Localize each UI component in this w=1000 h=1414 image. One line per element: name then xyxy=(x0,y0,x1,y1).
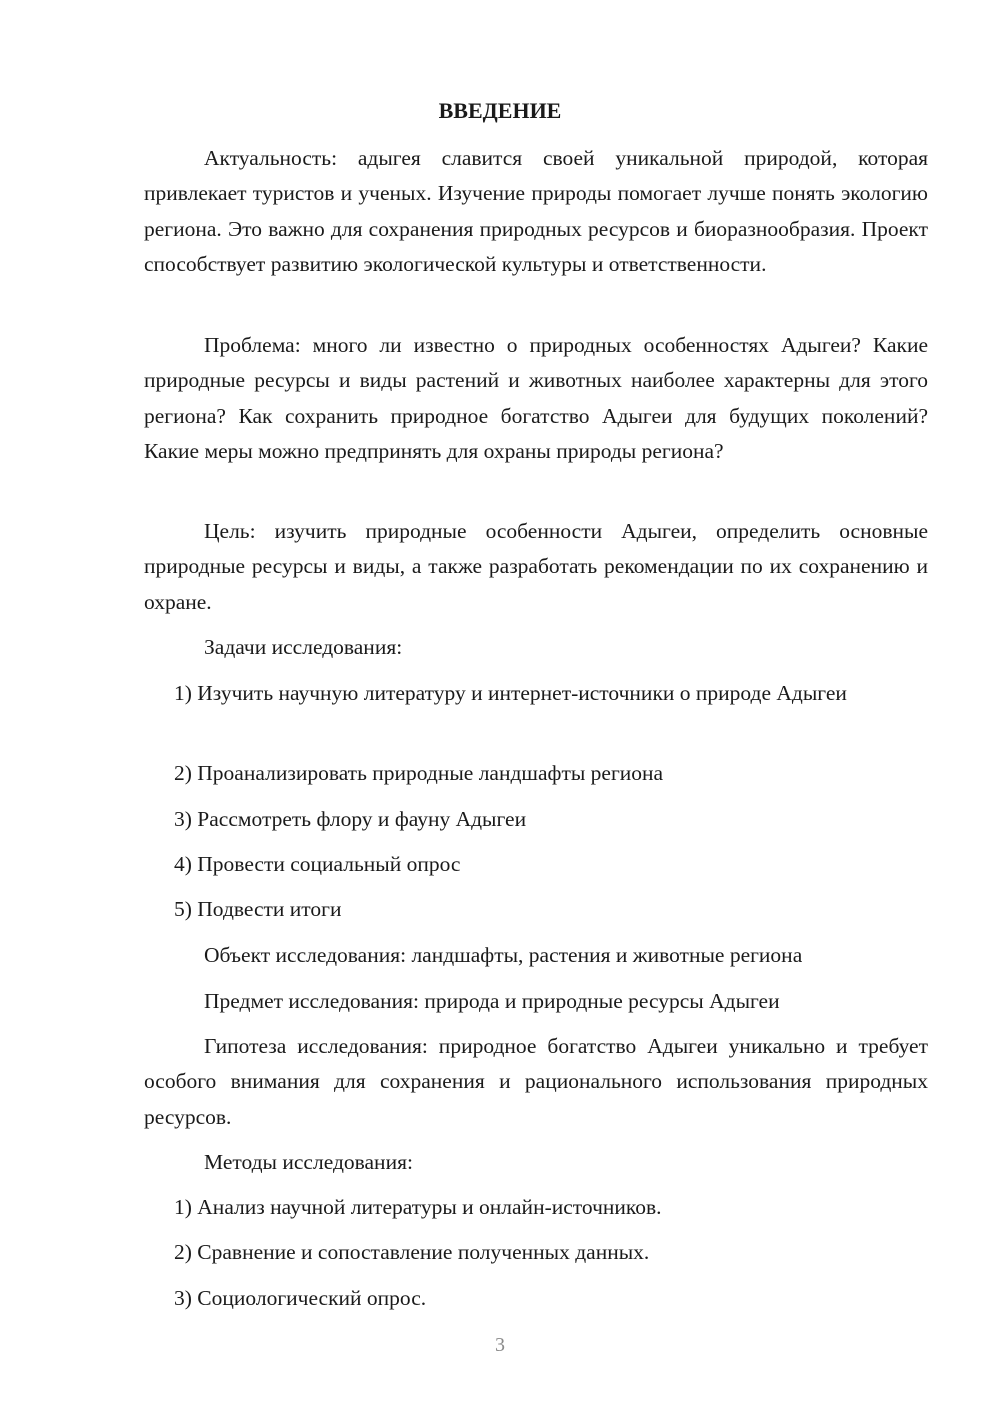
method-item: 2) Сравнение и сопоставление полученных данных. xyxy=(174,1240,650,1264)
method-3-block xyxy=(144,1281,928,1316)
task-item: 2) Проанализировать природные ландшафты региона xyxy=(174,761,664,785)
method-item: 1) Анализ научной литературы и онлайн-источников. xyxy=(174,1195,662,1219)
method-2-block xyxy=(144,1235,928,1270)
tasks-heading: Задачи исследования: xyxy=(204,635,403,659)
task-2-block xyxy=(144,756,928,791)
task-item: 5) Подвести итоги xyxy=(174,897,342,921)
object-block xyxy=(144,938,928,973)
task-3-block xyxy=(144,802,928,837)
task-1-block xyxy=(144,676,928,711)
task-item: 3) Рассмотреть флору и фауну Адыгеи xyxy=(174,807,527,831)
task-item: 1) Изучить научную литературу и интернет-источники о природе Адыгеи xyxy=(174,681,847,705)
problem-block xyxy=(144,328,928,469)
object-paragraph: Объект исследования: ландшафты, растения и животные региона xyxy=(204,943,803,967)
subject-paragraph: Предмет исследования: природа и природные ресурсы Адыгеи xyxy=(204,989,780,1013)
problem-paragraph: Проблема: много ли известно о природных особенностях Адыгеи? Какие природные ресурсы и виды растений и животных наиболее характерны для этого региона? Как сохранить природное богатство Адыгеи для будущих поколений? Какие меры можно предпринять для охраны природы региона? xyxy=(144,333,928,463)
relevance-paragraph: Актуальность: адыгея славится своей уникальной природой, которая привлекает туристов и ученых. Изучение природы помогает лучше понять экологию региона. Это важно для сохранения природных ресурсов и биоразнообразия. Проект способствует развитию экологической культуры и ответственности. xyxy=(144,146,928,276)
section-title: ВВЕДЕНИЕ xyxy=(438,98,562,123)
hypothesis-paragraph: Гипотеза исследования: природное богатство Адыгеи уникально и требует особого внимания для сохранения и рационального использования природных ресурсов. xyxy=(144,1034,928,1129)
methods-heading: Методы исследования: xyxy=(204,1150,413,1174)
goal-block xyxy=(144,514,928,620)
method-item: 3) Социологический опрос. xyxy=(174,1286,427,1310)
relevance-block xyxy=(144,141,928,282)
tasks-heading-block xyxy=(144,630,928,665)
goal-paragraph: Цель: изучить природные особенности Адыгеи, определить основные природные ресурсы и виды, а также разработать рекомендации по их сохранению и охране. xyxy=(144,519,928,614)
hypothesis-block xyxy=(144,1029,928,1135)
methods-heading-block xyxy=(144,1145,928,1180)
task-item: 4) Провести социальный опрос xyxy=(174,852,461,876)
task-4-block xyxy=(144,847,928,882)
subject-block xyxy=(144,984,928,1019)
page-number: 3 xyxy=(495,1334,505,1356)
method-1-block xyxy=(144,1190,928,1225)
task-5-block xyxy=(144,892,928,927)
